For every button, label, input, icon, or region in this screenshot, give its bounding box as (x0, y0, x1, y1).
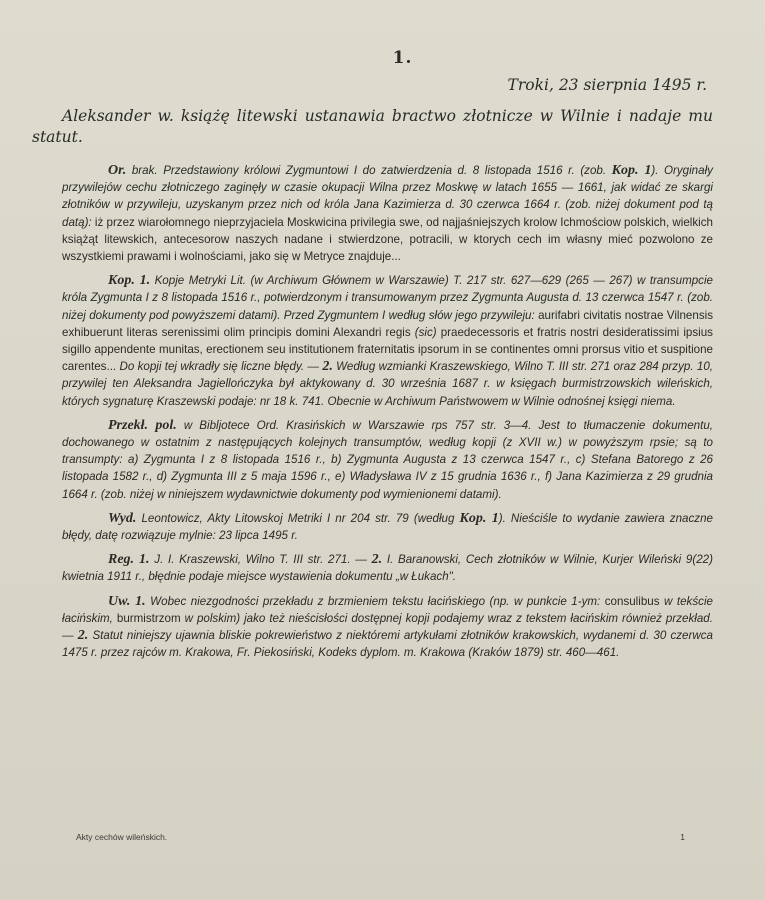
przekl-text: w Bibljotece Ord. Krasińskich w Warszawie rps 757 str. 3—4. Jest to tłumaczenie dokumentu, dochowanego w ostatnim z następujących kolejnych transumptów, według kopji (z XVII w.) w powyższym rpsie; są to transumpty: a) Zygmunta I z 8 listopada 1516 r., b) Zygmunta Augusta z 13 czerwca 1547 r., c) Stefana Batorego z 26 listopada 1582 r., d) Zygmunta III z 5 maja 1596 r., e) Władysława IV z 15 grudnia 1636 r., f) Jana Kazimierza z 29 grudnia 1664 r. (zob. niżej w niniejszem wydawnictwie dokumenty pod wymienionemi datami). (62, 418, 713, 501)
uw-latin-2: burmistrzom (116, 611, 181, 625)
uw-text-3: w polskim) jako też nieścisłości dostępnej kopji podajemy wraz z tekstem łacińskim również przekład. — (62, 611, 713, 643)
label-wyd: Wyd. (108, 510, 137, 526)
or-text-1: brak. Przedstawiony królowi Zygmuntowi I do zatwierdzenia d. 8 listopada 1516 r. (zob. (131, 164, 607, 177)
label-uw: Uw. 1. (108, 593, 146, 609)
label-przekl: Przekł. pol. (108, 417, 177, 433)
label-reg: Reg. 1. (108, 552, 150, 568)
uw-text-4: Statut niniejszy ujawnia bliskie pokrewieństwo z niektóremi artykułami złotników krakowskich, wydanemi d. 30 czerwca 1475 r. przez rajców m. Krakowa, Fr. Piekosiński, Kodeks dyplom. m. Krakowa (Kraków 1879) str. 460—461. (62, 629, 713, 660)
kop-quote-2: praedecessoris et fratris nostri desideratissimi ipsius sigillo appendente munitas, erectionem seu institutionem fraternitatis ipsorum in se continentes omni prorsus vitio et suspitione carentes... (62, 325, 713, 374)
paragraph-przekl (62, 417, 713, 503)
label-or: Or. (108, 163, 127, 178)
document-title: Aleksander w. książę litewski ustanawia bractwo złotnicze w Wilnie i nadaje mu statut. (32, 107, 713, 146)
wyd-ref-kop: Kop. 1 (459, 510, 499, 526)
ref-kop: Kop. 1 (611, 163, 652, 178)
page-number: 1 (680, 832, 685, 842)
place-date: Troki, 23 sierpnia 1495 r. (507, 76, 707, 94)
kop-num-2: 2. (322, 359, 333, 375)
uw-text-1: Wobec niezgodności przekładu z brzmieniem tekstu łacińskiego (np. w punkcie 1-ym: (150, 594, 601, 608)
kop-quote-1: aurifabri civitatis nostrae Vilnensis exhibuerunt literas serenissimi olim principis domini Alexandri regis (62, 308, 713, 339)
uw-text-2: w tekście łacińskim, (62, 594, 713, 625)
paragraph-wyd (62, 510, 713, 544)
footer-signature: Akty cechów wileńskich. (76, 832, 168, 842)
kop-text-1: Kopje Metryki Lit. (w Archiwum Głównem w Warszawie) T. 217 str. 627—629 (265 — 267) w transumpcie króla Zygmunta I z 8 listopada 1516 r., potwierdzonym i transumowanym przez Zygmunta Augusta d. 13 czerwca 1547 r. (zob. niżej dokumenty pod powyższemi datami). Przed Zygmuntem I według słów jego przywileju: (62, 274, 713, 322)
kop-sic: (sic) (414, 325, 437, 339)
uw-latin-1: consulibus (604, 594, 660, 608)
kop-text-2: Do kopji tej wkradły się liczne błędy. — (119, 360, 320, 374)
reg-text-1: J. I. Kraszewski, Wilno T. III str. 271. — (154, 553, 367, 567)
or-quote: iż przez wiarołomnego nieprzyjaciela Moskwicina privilegia swe, od najjaśniejszych krolow Ichmościow polskich, wielkich książąt litewskich, antecesorow naszych nadane i stwierdzone, potracili, w ktorych cech im własny mieć pozwolono ze wszystkiemi prawami i wolnościami, jako się w Metryce znajduje... (62, 215, 713, 264)
reg-num-2: 2. (371, 552, 383, 568)
paragraph-uw (62, 593, 713, 662)
page-footer (76, 832, 685, 842)
document-number: 1. (392, 48, 413, 68)
wyd-text-2: ). Nieściśle to wydanie zawiera znaczne błędy, datę rozwiązuje mylnie: 23 lipca 1495 r. (62, 511, 713, 543)
label-kop: Kop. 1. (108, 273, 151, 289)
reg-text-2: I. Baranowski, Cech złotników w Wilnie, Kurjer Wileński 9(22) kwietnia 1911 r., błędnie podaje miejsce wystawienia dokumentu „w Łukach". (62, 553, 713, 584)
kop-text-3: Według wzmianki Kraszewskiego, Wilno T. III str. 271 oraz 284 przyp. 10, przywilej ten Aleksandra Jagiellończyka był aktykowany d. 30 września 1687 r. w księgach burmistrzowskich wileńskich, których sygnaturę Kraszewski podaje: nr 18 k. 741. Obecnie w Archiwum Państwowem w Wilnie odnośnej księgi niema. (62, 360, 713, 408)
or-text-2: ). Oryginały przywilejów cechu złotniczego zaginęły w czasie okupacji Wilna przez Moskwę w latach 1655 — 1661, jak widać ze skargi złotników w przywileju, uzyskanym przez nich od króla Jana Kazimierza d. 30 czerwca 1664 r. (zob. niżej dokument pod tą datą): (62, 164, 713, 229)
wyd-text-1: Leontowicz, Akty Litowskoj Metriki I nr 204 str. 79 (według (141, 511, 455, 525)
paragraph-kop (62, 272, 713, 410)
paragraph-reg (62, 551, 713, 585)
uw-num-2: 2. (77, 628, 89, 644)
paragraph-or (62, 162, 713, 265)
